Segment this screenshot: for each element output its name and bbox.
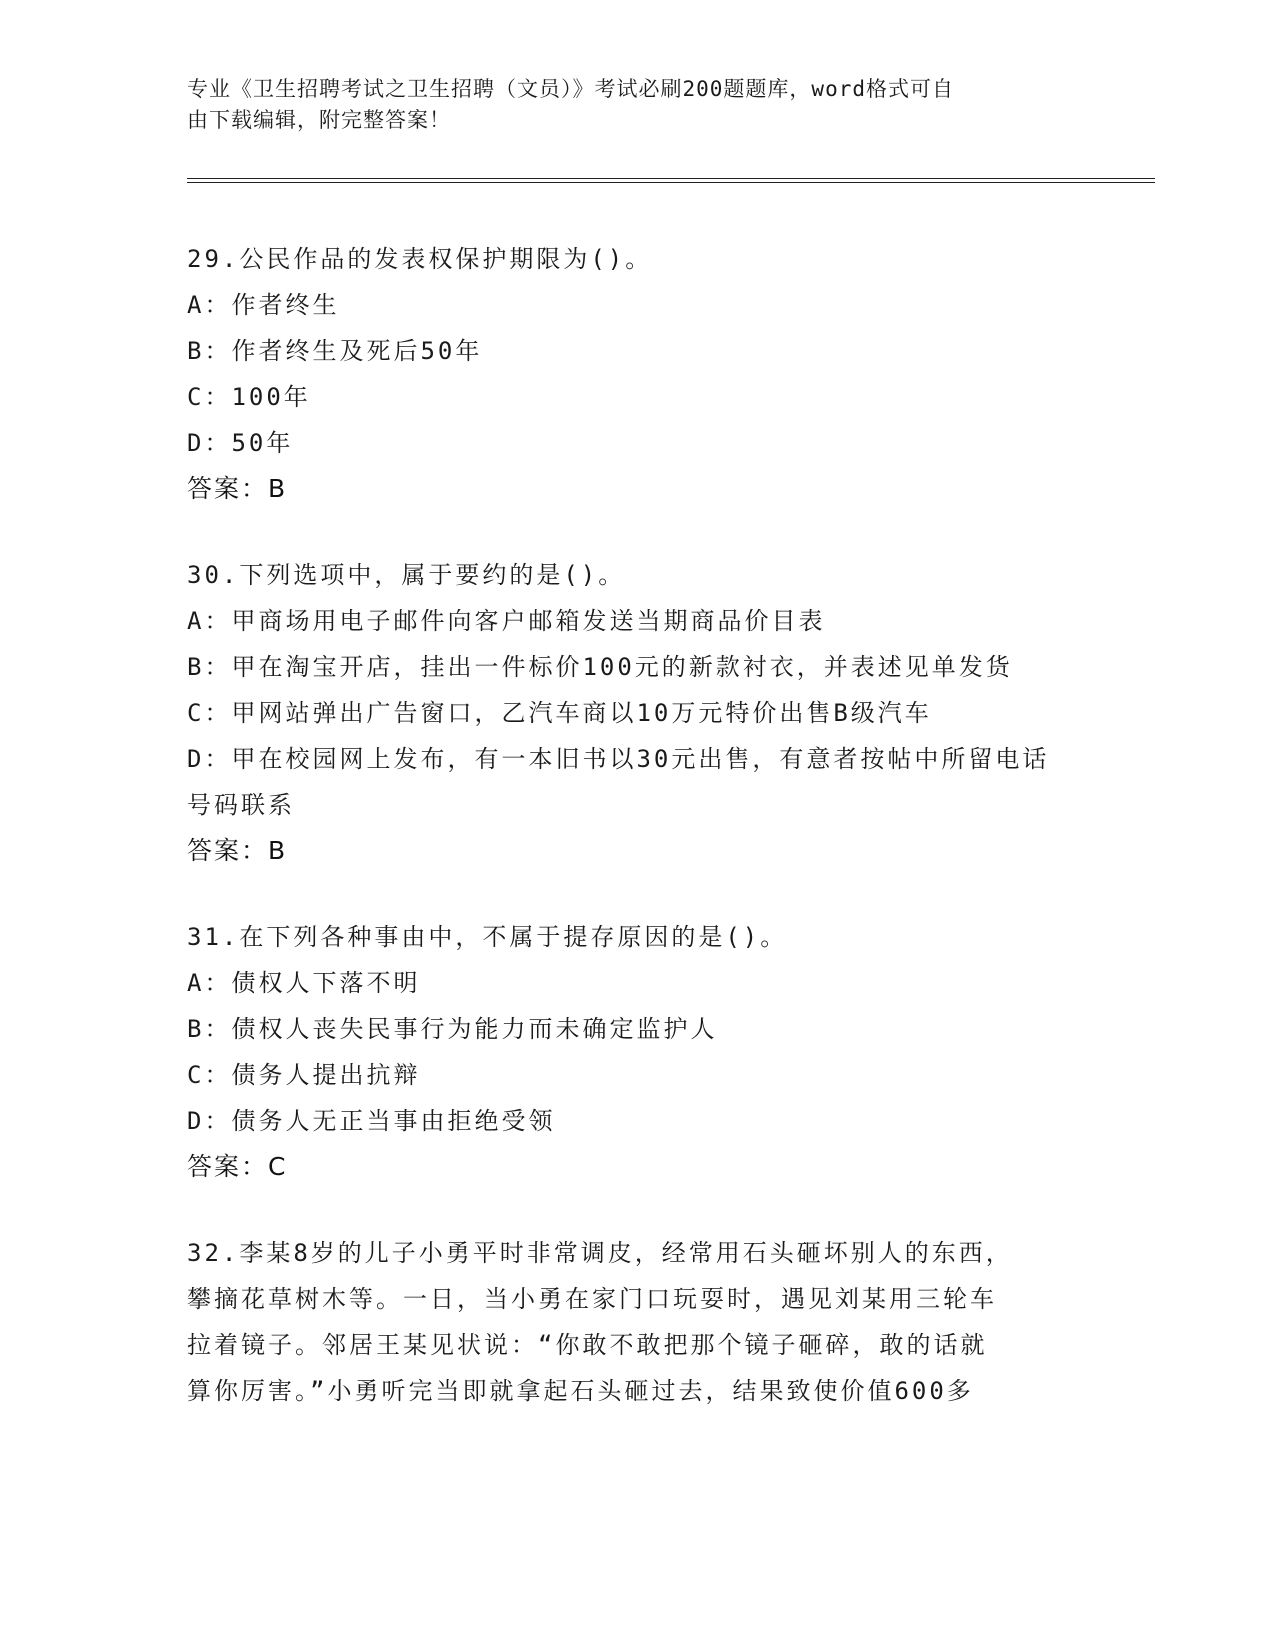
question-29: [187, 236, 1087, 512]
question-stem-line: 攀摘花草树木等。一日，当小勇在家门口玩耍时，遇见刘某用三轮车: [187, 1285, 997, 1313]
question-30: [187, 552, 1087, 874]
option-d: D：甲在校园网上发布，有一本旧书以30元出售，有意者按帖中所留电话号码联系: [187, 745, 1050, 819]
option-c: C：甲网站弹出广告窗口，乙汽车商以10万元特价出售B级汽车: [187, 699, 932, 727]
question-stem-line: 拉着镜子。邻居王某见状说：“你敢不敢把那个镜子砸碎，敢的话就: [187, 1331, 988, 1359]
header-divider-bottom: [187, 182, 1155, 183]
option-b: B：甲在淘宝开店，挂出一件标价100元的新款衬衣，并表述见单发货: [187, 653, 1013, 681]
option-b: B：作者终生及死后50年: [187, 337, 483, 365]
option-a: A：作者终生: [187, 291, 340, 319]
answer-text: 答案：B: [187, 836, 288, 865]
option-d: D：债务人无正当事由拒绝受领: [187, 1107, 556, 1135]
question-stem: 29.公民作品的发表权保护期限为()。: [187, 245, 653, 273]
option-d: D：50年: [187, 429, 294, 457]
question-31: [187, 914, 1087, 1190]
answer-text: 答案：B: [187, 474, 288, 503]
option-c: C：100年: [187, 383, 311, 411]
question-stem-line: 算你厉害。”小勇听完当即就拿起石头砸过去，结果致使价值600多: [187, 1377, 974, 1405]
header-divider-top: [187, 178, 1155, 179]
option-a: A：甲商场用电子邮件向客户邮箱发送当期商品价目表: [187, 607, 826, 635]
answer-text: 答案：C: [187, 1152, 288, 1181]
question-stem: 31.在下列各种事由中，不属于提存原因的是()。: [187, 923, 788, 951]
question-32: [187, 1230, 1087, 1414]
document-header: [187, 74, 1067, 136]
question-stem-line: 32.李某8岁的儿子小勇平时非常调皮，经常用石头砸坏别人的东西，: [187, 1239, 1013, 1267]
option-a: A：债权人下落不明: [187, 969, 421, 997]
question-list: [187, 236, 1087, 1454]
option-b: B：债权人丧失民事行为能力而未确定监护人: [187, 1015, 718, 1043]
option-c: C：债务人提出抗辩: [187, 1061, 421, 1089]
header-line-1: 专业《卫生招聘考试之卫生招聘（文员）》考试必刷200题题库，word格式可自: [187, 77, 954, 101]
header-line-2: 由下载编辑，附完整答案！: [187, 108, 451, 132]
question-stem: 30.下列选项中，属于要约的是()。: [187, 561, 626, 589]
